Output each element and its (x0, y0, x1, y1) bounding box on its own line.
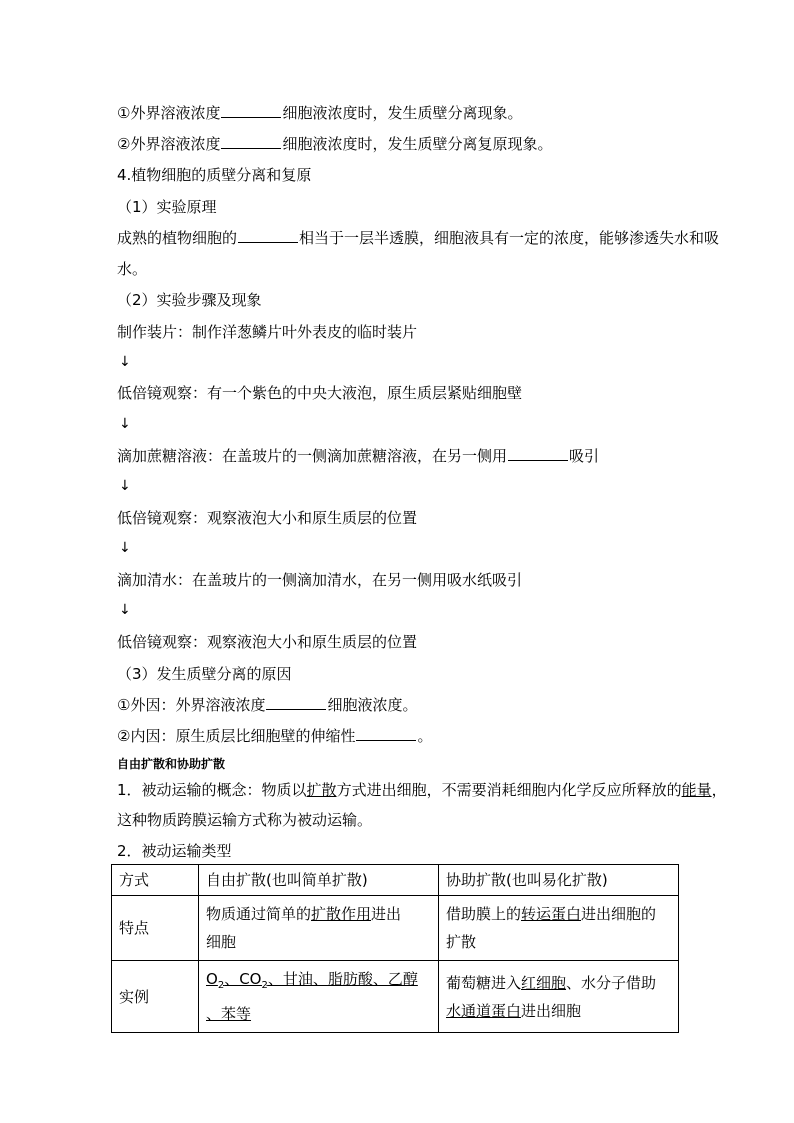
table-row (112, 896, 679, 961)
step-text: 制作装片：制作洋葱鳞片叶外表皮的临时装片 (117, 323, 418, 341)
down-arrow-icon: ↓ (119, 416, 131, 432)
text: 物质通过简单的 (206, 905, 312, 923)
text: ， (711, 781, 727, 799)
text-line (117, 726, 432, 746)
table-header-row (112, 865, 679, 896)
step-text (117, 446, 599, 466)
fill-blank[interactable] (238, 228, 298, 243)
underlined-term (206, 970, 418, 1023)
step-text: 滴加清水：在盖玻片的一侧滴加清水，在另一侧用吸水纸吸引 (117, 571, 523, 589)
text: 。 (417, 727, 433, 745)
table-header-cell: 协助扩散(也叫易化扩散) (439, 865, 679, 896)
text: 吸引 (569, 447, 600, 465)
text: 方式进出细胞，不需要消耗细胞内化学反应所释放的 (336, 781, 682, 799)
text: 、甘油、脂肪酸、乙醇 (267, 970, 418, 988)
text-line (117, 228, 719, 248)
transport-table (111, 864, 679, 1033)
table-cell: 特点 (112, 896, 199, 961)
table-header-cell: 自由扩散(也叫简单扩散) (199, 865, 439, 896)
step-text: 低倍镜观察：观察液泡大小和原生质层的位置 (117, 509, 418, 527)
text: 成熟的植物细胞的 (117, 229, 238, 247)
text: 、CO (224, 970, 262, 988)
text-line: 2．被动运输类型 (117, 842, 232, 860)
underlined-term: 扩散作用 (311, 905, 372, 923)
subsection-title: （3）发生质壁分离的原因 (117, 665, 292, 683)
text: 进出细胞的 (581, 905, 657, 923)
text: 扩散 (446, 933, 477, 951)
text-line (117, 780, 727, 800)
underlined-term: 能量 (681, 781, 712, 799)
underlined-term: 转运蛋白 (521, 905, 582, 923)
fill-blank[interactable] (221, 103, 281, 118)
text: ②内因：原生质层比细胞壁的伸缩性 (117, 727, 356, 745)
underlined-term: 扩散 (306, 781, 337, 799)
text-line: 水。 (117, 260, 148, 278)
text: ②外界溶液浓度 (117, 135, 221, 153)
text: 进出细胞 (521, 1001, 582, 1020)
fill-blank[interactable] (356, 726, 416, 741)
subscript: 2 (217, 980, 225, 991)
table-row (112, 961, 679, 1033)
text: O (206, 970, 218, 988)
text: 葡萄糖进入 (446, 973, 522, 992)
underlined-term: 红细胞 (521, 973, 567, 992)
text: ①外因：外界溶液浓度 (117, 696, 266, 714)
text: 、苯等 (206, 1005, 252, 1023)
fill-blank[interactable] (221, 134, 281, 149)
subsection-title: （2）实验步骤及现象 (117, 291, 262, 309)
fill-blank[interactable] (508, 446, 568, 461)
text: 细胞液浓度。 (327, 696, 418, 714)
text: 细胞液浓度时，发生质壁分离现象。 (282, 104, 523, 122)
step-text: 低倍镜观察：观察液泡大小和原生质层的位置 (117, 633, 418, 651)
table-header-cell: 方式 (112, 865, 199, 896)
table-cell (439, 961, 679, 1033)
table-cell (439, 896, 679, 961)
text: 、水分子借助 (566, 973, 657, 992)
text: 滴加蔗糖溶液：在盖玻片的一侧滴加蔗糖溶液，在另一侧用 (117, 447, 508, 465)
underlined-term: 水通道蛋白 (446, 1001, 522, 1020)
text-line (117, 695, 417, 715)
step-text: 低倍镜观察：有一个紫色的中央大液泡，原生质层紧贴细胞壁 (117, 384, 523, 402)
text: 相当于一层半透膜，细胞液具有一定的浓度，能够渗透失水和吸 (299, 229, 720, 247)
text-line (117, 103, 522, 123)
text: 细胞 (206, 933, 237, 951)
fill-blank[interactable] (266, 695, 326, 710)
text-line (117, 134, 552, 154)
down-arrow-icon: ↓ (119, 478, 131, 494)
section-title: 4.植物细胞的质壁分离和复原 (117, 166, 312, 184)
subsection-title: （1）实验原理 (117, 198, 217, 216)
bold-heading: 自由扩散和协助扩散 (117, 757, 226, 771)
table-cell: 实例 (112, 961, 199, 1033)
subscript: 2 (261, 980, 268, 991)
text: 借助膜上的 (446, 905, 522, 923)
down-arrow-icon: ↓ (119, 354, 131, 370)
text-line: 这种物质跨膜运输方式称为被动运输。 (117, 811, 373, 829)
table-cell (199, 961, 439, 1033)
text: 细胞液浓度时，发生质壁分离复原现象。 (282, 135, 553, 153)
text: ①外界溶液浓度 (117, 104, 221, 122)
down-arrow-icon: ↓ (119, 602, 131, 618)
text: 1．被动运输的概念：物质以 (117, 781, 307, 799)
down-arrow-icon: ↓ (119, 540, 131, 556)
text: 进出 (371, 905, 402, 923)
table-cell (199, 896, 439, 961)
